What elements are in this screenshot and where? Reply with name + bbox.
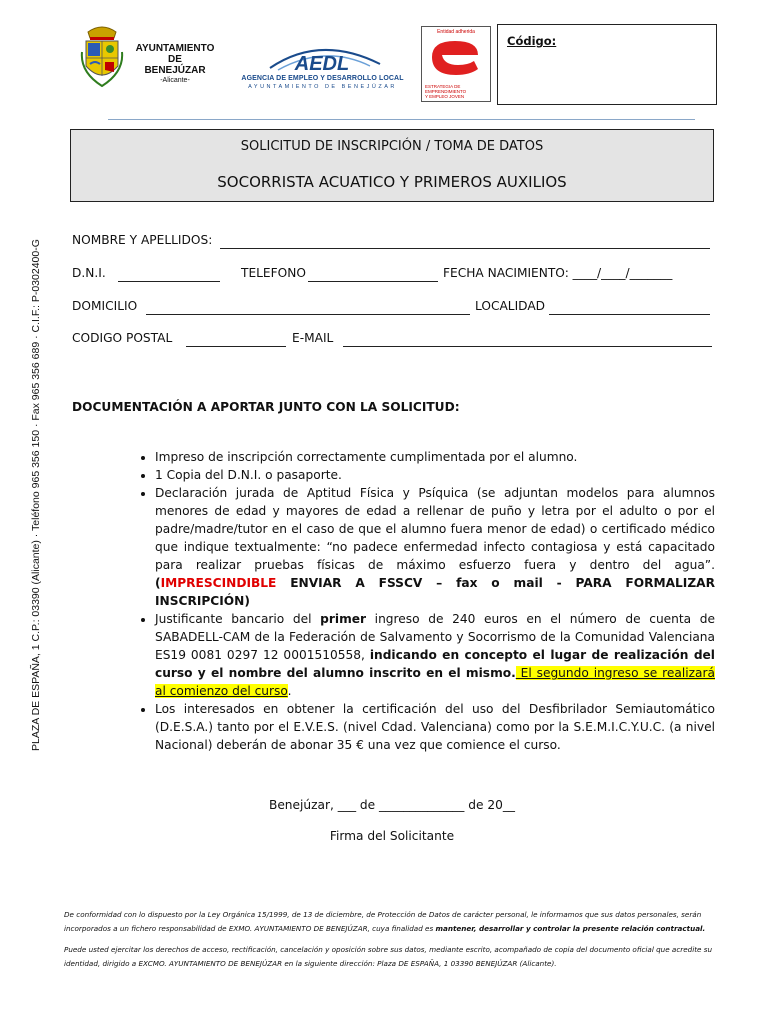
legal-text-bold: mantener, desarrollar y controlar la presente relación contractual. bbox=[435, 924, 706, 933]
concepto-text: indicando en concepto el lugar de realización del curso y el nombre del alumno inscrito en el mismo. bbox=[155, 648, 715, 680]
enviar-fsscv-text: ENVIAR A FSSCV – fax o mail - PARA FORMALIZAR INSCRIPCIÓN) bbox=[155, 576, 715, 608]
list-item: • 1 Copia del D.N.I. o pasaporte. bbox=[155, 466, 715, 484]
imprescindible-text: IMPRESCINDIBLE bbox=[160, 576, 277, 590]
list-item: • Impreso de inscripción correctamente cumplimentada por el alumno. bbox=[155, 448, 715, 466]
ayuntamiento-name bbox=[130, 43, 220, 85]
domicilio-field[interactable] bbox=[146, 301, 470, 315]
aedl-logo-text: AEDL bbox=[294, 53, 350, 75]
course-title: SOCORRISTA ACUATICO Y PRIMEROS AUXILIOS bbox=[217, 173, 567, 191]
nombre-field[interactable] bbox=[220, 235, 710, 249]
telefono-field[interactable] bbox=[308, 268, 438, 282]
list-item: • Los interesados en obtener la certificación del uso del Desfibrilador Semiautomático (D.E.S.A.) tanto por el E.V.E.S. (nivel Cdad. Valenciana) como por la S.E.M.I.C.Y.U.C. (a nivel Nacional) deberán de abonar 35 € una vez que comience el curso. bbox=[155, 700, 715, 754]
badge-e-icon bbox=[422, 35, 488, 79]
localidad-label: LOCALIDAD bbox=[475, 299, 546, 313]
badge-text-line-2: EMPRENDIMIENTO bbox=[425, 89, 467, 94]
badge-text-line-1: ESTRATEGIA DE bbox=[425, 84, 461, 89]
header-divider bbox=[108, 119, 695, 120]
email-label: E-MAIL bbox=[292, 331, 334, 345]
fecha-line[interactable]: Benejúzar, ___ de ______________ de 20__ bbox=[268, 798, 516, 812]
telefono-label: TELEFONO bbox=[241, 266, 306, 280]
aedl-town: AYUNTAMIENTO DE BENEJÚZAR bbox=[248, 84, 397, 90]
fecha-nacimiento-field[interactable]: FECHA NACIMIENTO: ____/____/_______ bbox=[443, 266, 673, 280]
justificante-end: . bbox=[287, 684, 292, 698]
list-item bbox=[155, 484, 715, 610]
ayuntamiento-region: -Alicante- bbox=[160, 77, 190, 84]
form-title: SOLICITUD DE INSCRIPCIÓN / TOMA DE DATOS bbox=[240, 139, 544, 154]
justificante-text-a: Justificante bancario del bbox=[155, 612, 321, 626]
badge-top-label: Entidad adherida bbox=[437, 29, 475, 35]
documentacion-list bbox=[132, 448, 715, 754]
dni-field[interactable] bbox=[118, 268, 220, 282]
ayuntamiento-line-3: BENEJÚZAR bbox=[144, 65, 206, 76]
legal-text-1: De conformidad con lo dispuesto por la Ley Orgánica 15/1999, de 13 de diciembre, de Protección de Datos de carácter personal, le informamos que sus datos personales, serán incorporados a un fichero responsabilidad de EXMO. AYUNTAMIENTO DE BENEJÚZAR, cuya finalidad es bbox=[64, 910, 702, 933]
ayuntamiento-line-1: AYUNTAMIENTO bbox=[135, 43, 215, 54]
firma-label: Firma del Solicitante bbox=[329, 829, 455, 843]
declaracion-open: ( bbox=[155, 576, 161, 590]
localidad-field[interactable] bbox=[549, 301, 710, 315]
codigo-postal-field[interactable] bbox=[186, 333, 286, 347]
aedl-subtitle: AGENCIA DE EMPLEO Y DESARROLLO LOCAL bbox=[241, 75, 404, 82]
codigo-label: Código: bbox=[507, 34, 557, 48]
domicilio-label: DOMICILIO bbox=[72, 299, 138, 313]
list-item bbox=[155, 610, 715, 700]
badge-text-line-3: Y EMPLEO JOVEN bbox=[425, 94, 465, 99]
legal-paragraph-2: Puede usted ejercitar los derechos de acceso, rectificación, cancelación y oposición sobre sus datos, mediante escrito, acompañado de copia del documento oficial que acredite su identidad, dirigido a EXCMO. AYUNTAMIENTO DE BENEJÚZAR en la siguiente dirección: Plaza DE ESPAÑA, 1 03390 BENEJÚZAR (Alicante). bbox=[64, 945, 713, 968]
entidad-adherida-badge bbox=[421, 26, 491, 102]
justificante-text-c: ingreso de 240 euros en el número de cuenta de SABADELL-CAM de la Federación de Salvamento y Socorrismo de la Comunidad Valenciana ES19 0081 0297 12 0001510558, bbox=[155, 612, 716, 662]
address-side-text: PLAZA DE ESPAÑA, 1 C.P.: 03390 (Alicante) · Teléfono 965 356 150 · Fax 965 356 689 · C.I.F.: P-0302400-G bbox=[30, 239, 42, 751]
email-field[interactable] bbox=[343, 333, 712, 347]
declaracion-text: Declaración jurada de Aptitud Física y Psíquica (se adjuntan modelos para alumnos menores de edad y mayores de edad a rellenar de puño y letra por el adulto o por el padre/madre/tutor en el caso de que el alumno fuera menor de edad) o certificado médico que indique textualmente: “no padece enfermedad infecto contagiosa y está capacitado para realizar pruebas físicas de máximo esfuerzo fuera y dentro del agua”. bbox=[155, 486, 715, 572]
coat-of-arms-logo bbox=[80, 22, 124, 88]
primer-text: primer bbox=[320, 612, 367, 626]
badge-text bbox=[425, 84, 487, 99]
codigo-postal-label: CODIGO POSTAL bbox=[72, 331, 173, 345]
legal-paragraph-1 bbox=[64, 908, 714, 936]
dni-label: D.N.I. bbox=[72, 266, 106, 280]
documentacion-heading: DOCUMENTACIÓN A APORTAR JUNTO CON LA SOLICITUD: bbox=[72, 400, 460, 414]
segundo-ingreso-highlight: El segundo ingreso se realizará al comienzo del curso bbox=[155, 666, 715, 698]
ayuntamiento-line-2: DE bbox=[168, 54, 182, 65]
nombre-label: NOMBRE Y APELLIDOS: bbox=[72, 233, 213, 247]
